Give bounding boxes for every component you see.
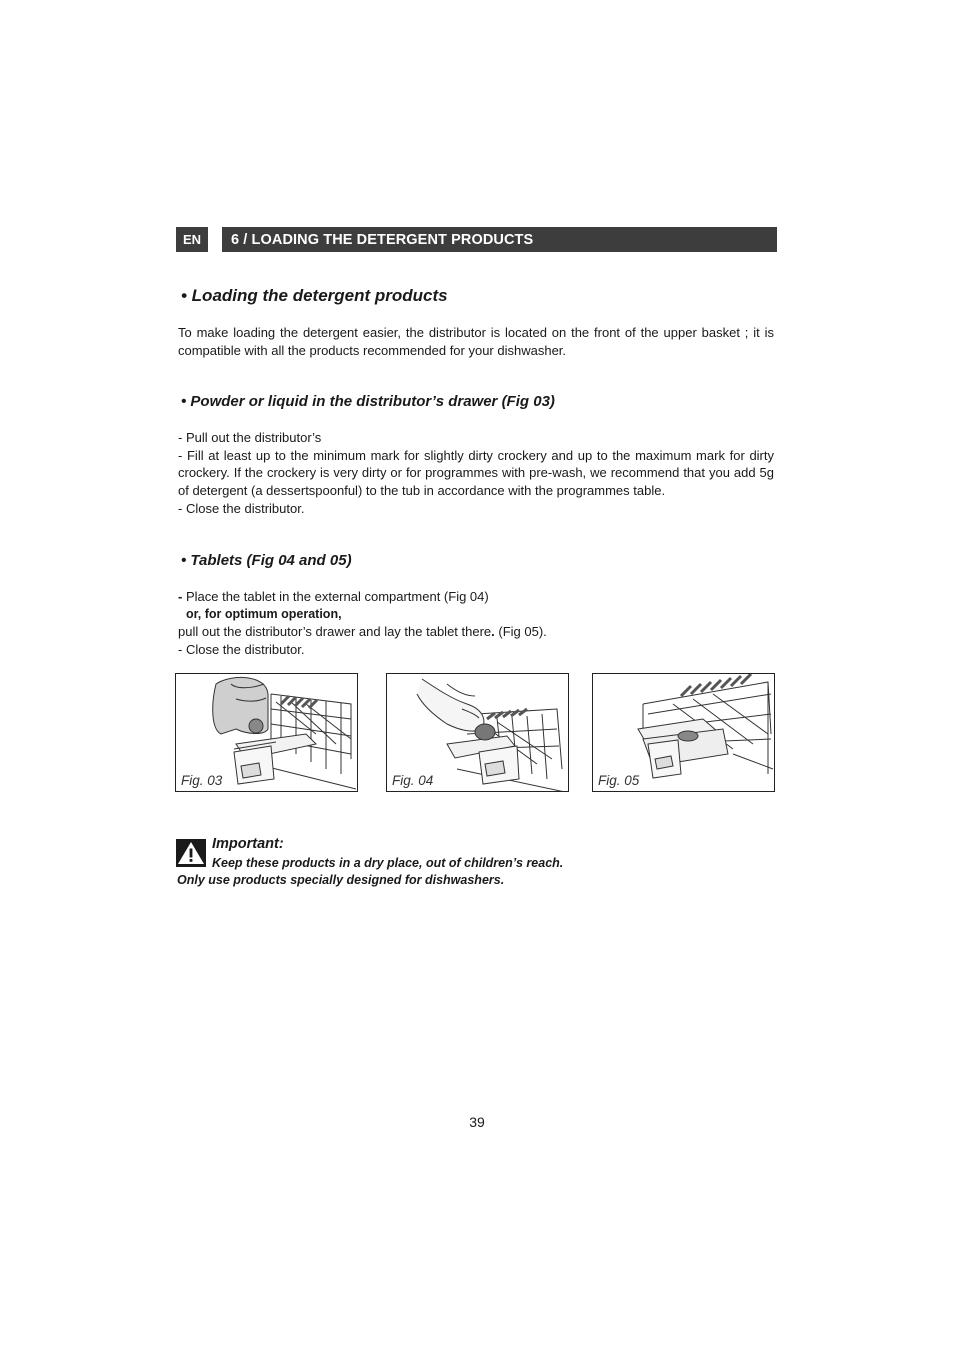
important-title: Important: — [212, 836, 284, 852]
tablet-step-3: - Close the distributor. — [178, 642, 305, 658]
figure-05-label: Fig. 05 — [598, 773, 640, 788]
important-line-1: Keep these products in a dry place, out of children’s reach. — [212, 856, 564, 870]
heading-powder-liquid: • Powder or liquid in the distributor’s drawer (Fig 03) — [181, 393, 555, 410]
powder-step-1: - Pull out the distributor’s — [178, 430, 322, 445]
intro-paragraph: To make loading the detergent easier, the distributor is located on the front of the upper basket ; it is compatible with all the products recommended for your dishwasher. — [178, 325, 774, 358]
figure-05 — [592, 673, 775, 792]
heading-tablets: • Tablets (Fig 04 and 05) — [181, 552, 352, 569]
warning-triangle-icon — [176, 839, 206, 867]
powder-step-2: - Fill at least up to the minimum mark for slightly dirty crockery and up to the maximum mark for dirty crockery. If the crockery is very dirty or for programmes with pre-wash, we recommend that you add 5g of detergent (a dessertspoonful) to the tub in accordance with the programmes table. — [178, 447, 774, 499]
tablet-instructions — [178, 588, 774, 659]
powder-step-3: - Close the distributor. — [178, 500, 305, 516]
figure-03 — [175, 673, 358, 792]
tablet-step-alt: or, for optimum operation, — [186, 606, 342, 621]
figure-04-label: Fig. 04 — [392, 773, 434, 788]
tablet-step-1-text: Place the tablet in the external compartment (Fig 04) — [182, 589, 489, 604]
tablet-step-2 — [178, 623, 774, 641]
heading-loading-detergent: • Loading the detergent products — [181, 286, 448, 305]
figure-03-label: Fig. 03 — [181, 773, 223, 788]
tablet-step-1-dash: - — [178, 589, 183, 604]
figure-04 — [386, 673, 569, 792]
tablet-step-2-text: pull out the distributor’s drawer and lay the tablet there — [178, 624, 492, 640]
tablet-step-2-dot: . — [491, 624, 495, 640]
powder-instructions — [178, 429, 774, 518]
tablet-step-2-end: (Fig 05). — [494, 624, 547, 640]
section-title-bar: 6 / LOADING THE DETERGENT PRODUCTS — [222, 227, 777, 252]
tablet-step-1 — [178, 588, 774, 606]
page-number: 39 — [469, 1114, 485, 1130]
important-line-2: Only use products specially designed for dishwashers. — [177, 873, 505, 887]
language-badge: EN — [176, 227, 208, 252]
